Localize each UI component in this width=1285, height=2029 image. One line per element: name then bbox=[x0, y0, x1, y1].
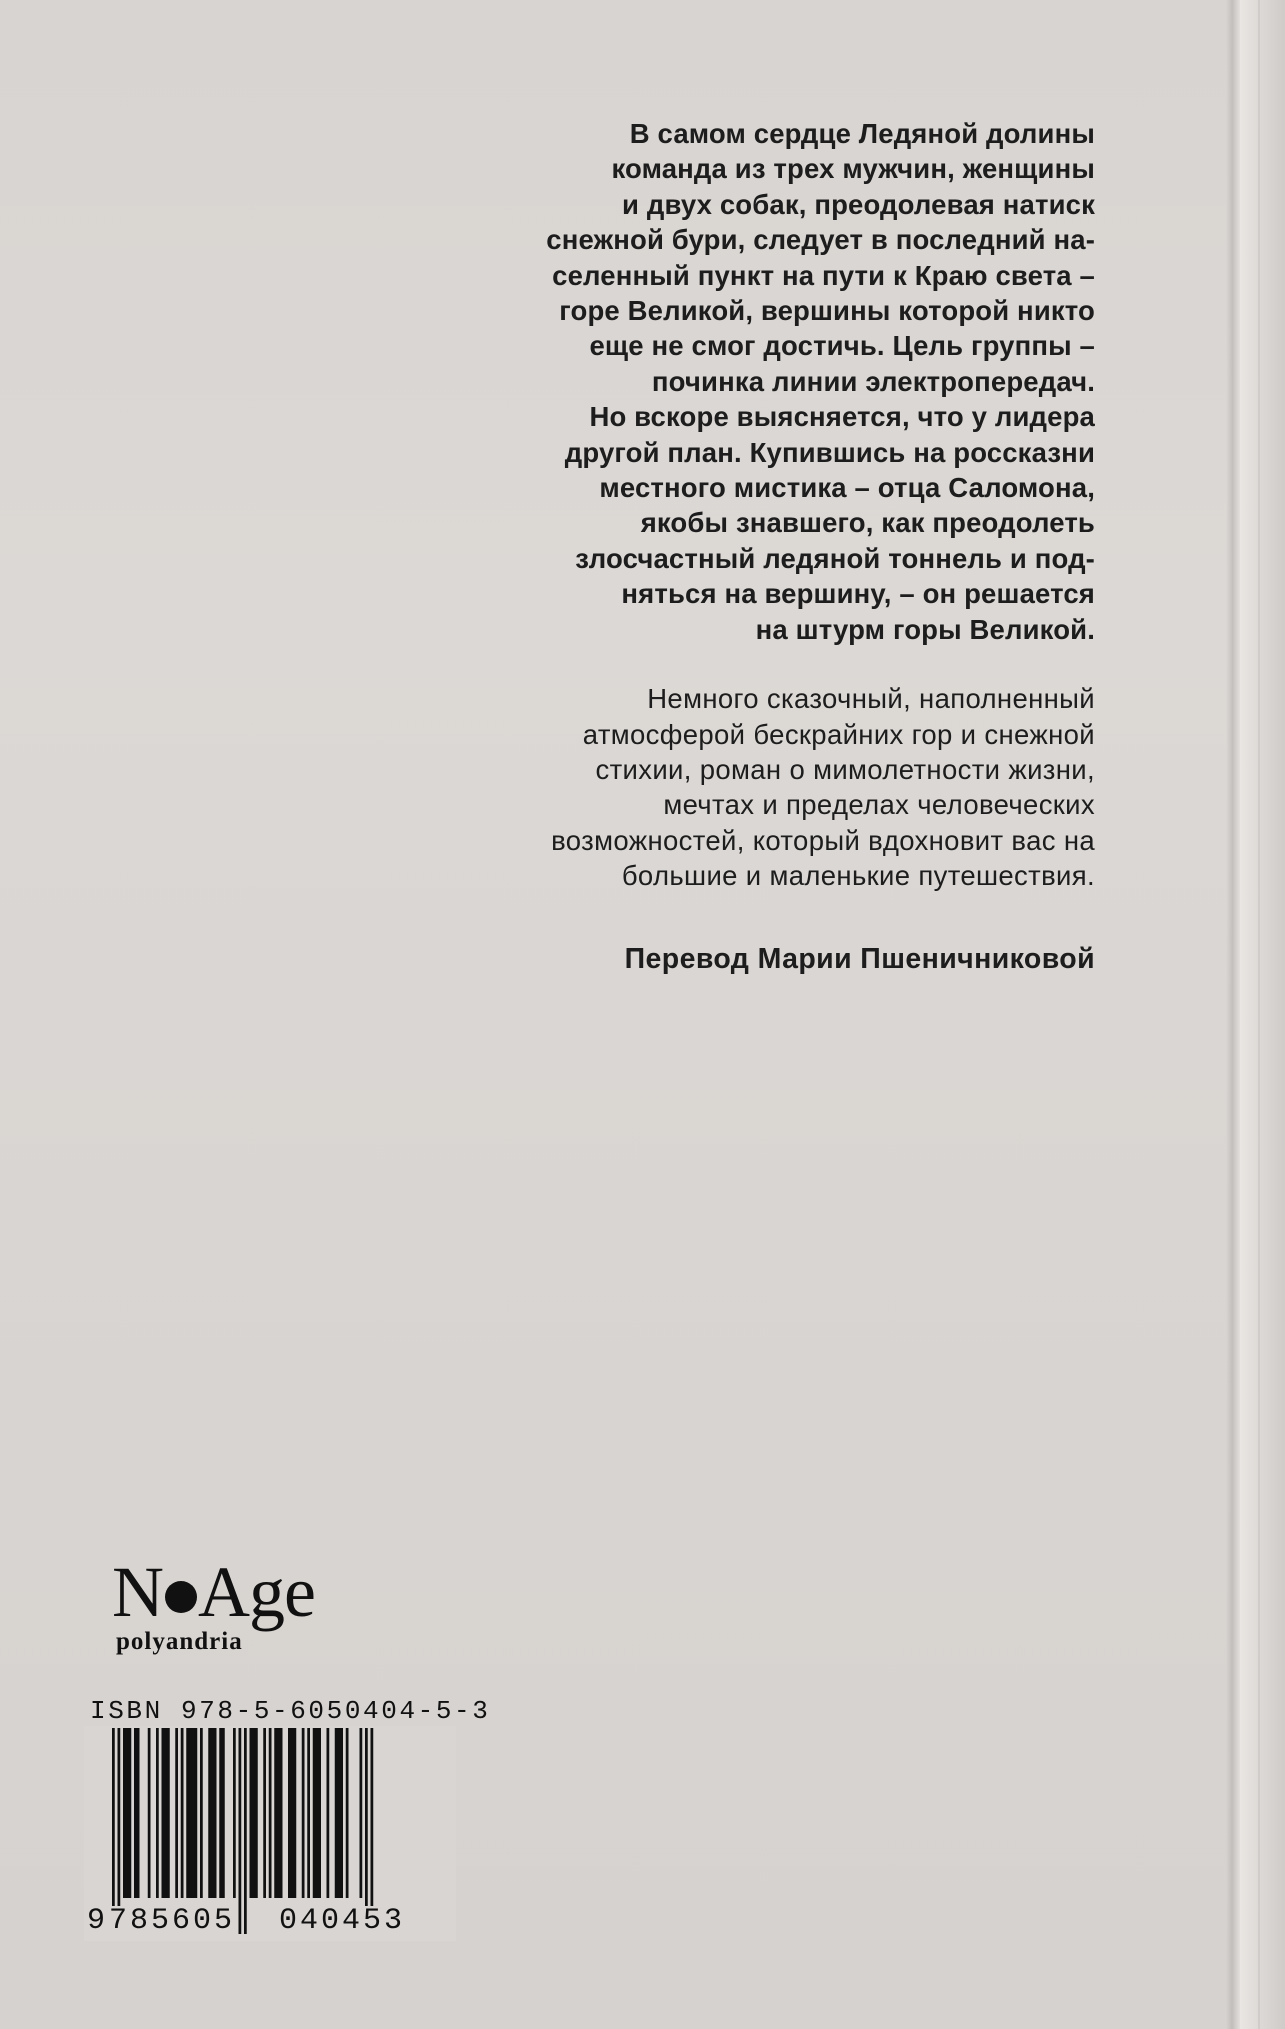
blurb-line: В самом сердце Ледяной долины bbox=[629, 118, 1095, 149]
blurb-line: якобы знавшего, как преодолеть bbox=[640, 507, 1095, 539]
logo-letter-n: N bbox=[112, 1552, 163, 1632]
publisher-logo bbox=[112, 1552, 352, 1662]
blurb-line: команда из трех мужчин, женщины bbox=[611, 153, 1095, 185]
barcode-bar bbox=[250, 1728, 258, 1898]
blurb-paragraph-1 bbox=[440, 116, 1095, 647]
barcode-bar bbox=[186, 1728, 197, 1898]
barcode-bar bbox=[208, 1728, 216, 1898]
barcode-bar bbox=[327, 1728, 330, 1898]
barcode-bar bbox=[244, 1728, 247, 1934]
barcode-bar bbox=[346, 1728, 349, 1898]
imprint-name: polyandria bbox=[116, 1628, 243, 1655]
blurb-text bbox=[440, 116, 1095, 977]
blurb-paragraph-2 bbox=[440, 681, 1095, 893]
blurb-line: другой план. Купившись на россказни bbox=[564, 436, 1095, 468]
barcode-bar bbox=[219, 1728, 225, 1898]
barcode-bar bbox=[148, 1728, 151, 1898]
blurb-line: селенный пункт на пути к Краю света – bbox=[552, 259, 1095, 291]
barcode-bar bbox=[288, 1728, 296, 1898]
barcode-bar bbox=[263, 1728, 266, 1898]
barcode-digits-left: 785605 bbox=[109, 1904, 236, 1938]
logo-dot-icon bbox=[165, 1581, 197, 1613]
blurb-line: на штурм горы Великой. bbox=[755, 613, 1095, 645]
barcode-bar bbox=[239, 1728, 242, 1934]
blurb-line: починка линии электропередач. bbox=[651, 365, 1095, 397]
isbn-label: ISBN 978-5-6050404-5-3 bbox=[90, 1696, 491, 1726]
blurb-line: и двух собак, преодолевая натиск bbox=[622, 188, 1095, 220]
blurb-line: еще не смог достичь. Цель группы – bbox=[589, 330, 1095, 362]
logo-word-age: Age bbox=[198, 1552, 315, 1632]
blurb-line: снежной бури, следует в последний на- bbox=[546, 224, 1095, 256]
barcode-bar bbox=[200, 1728, 203, 1898]
translator-credit: Перевод Марии Пшеничниковой bbox=[624, 942, 1095, 975]
blurb-line: местного мистика – отца Саломона, bbox=[599, 472, 1095, 504]
barcode-bar bbox=[274, 1728, 282, 1898]
blurb-line: няться на вершину, – он решается bbox=[621, 578, 1095, 610]
barcode-bar bbox=[302, 1728, 305, 1898]
blurb-line: атмосферой бескрайних гор и снежной bbox=[582, 718, 1095, 750]
blurb-line: горе Великой, вершины которой никто bbox=[559, 295, 1095, 327]
barcode-bar bbox=[313, 1728, 321, 1898]
barcode bbox=[84, 1726, 456, 1941]
page-block-edge bbox=[1240, 0, 1285, 2029]
barcode-bar bbox=[156, 1728, 159, 1898]
barcode-bar bbox=[360, 1728, 363, 1898]
blurb-line: злосчастный ледяной тоннель и под- bbox=[575, 542, 1095, 574]
blurb-line: Немного сказочный, наполненный bbox=[647, 683, 1095, 715]
barcode-bar bbox=[123, 1728, 131, 1898]
noage-logo bbox=[112, 1552, 315, 1632]
barcode-bar bbox=[233, 1728, 236, 1898]
blurb-line: большие и маленькие путешествия. bbox=[621, 860, 1095, 892]
barcode-bar bbox=[307, 1728, 310, 1898]
blurb-line: Но вскоре выясняется, что у лидера bbox=[589, 401, 1095, 433]
blurb-line: стихии, роман о мимолетности жизни, bbox=[595, 753, 1095, 785]
barcode-bar bbox=[134, 1728, 140, 1898]
barcode-bar bbox=[181, 1728, 184, 1898]
barcode-bar bbox=[269, 1728, 272, 1898]
cover-edge-shadow bbox=[1226, 0, 1240, 2029]
blurb-line: возможностей, который вдохновит вас на bbox=[551, 824, 1095, 856]
barcode-bar bbox=[162, 1728, 170, 1898]
barcode-digit-first: 9 bbox=[87, 1904, 106, 1938]
barcode-bar bbox=[335, 1728, 343, 1898]
blurb-line: мечтах и пределах человеческих bbox=[663, 789, 1095, 821]
barcode-digits-right: 040453 bbox=[279, 1904, 406, 1938]
barcode-bar bbox=[175, 1728, 178, 1898]
